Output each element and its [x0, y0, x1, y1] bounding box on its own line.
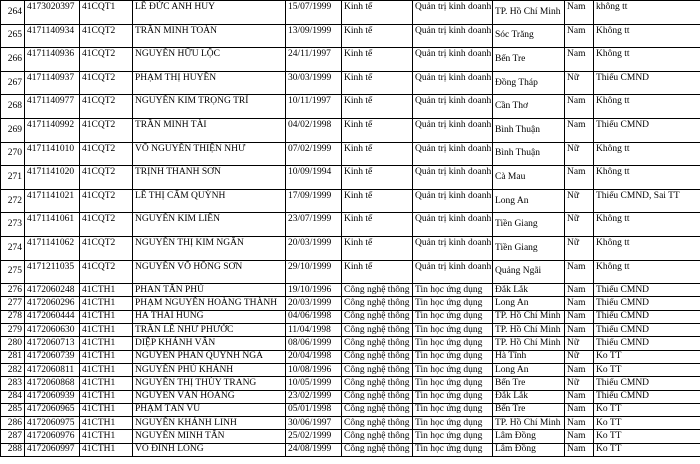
major-cell: Quản trị kinh doanh — [413, 48, 493, 72]
table-row — [1, 24, 700, 48]
gender-cell: Nam — [565, 310, 594, 323]
student-id-cell: 4172060976 — [25, 430, 80, 443]
class-code-cell: 41CQT2 — [80, 48, 133, 72]
student-name-cell: NGUYỄN VĂN HOÀNG — [133, 390, 286, 403]
row-number-cell: 268 — [1, 95, 25, 119]
major-cell: Tin học ứng dụng — [413, 324, 493, 337]
major-cell: Quản trị kinh doanh — [413, 118, 493, 142]
major-cell: Quản trị kinh doanh — [413, 260, 493, 284]
table-row — [1, 403, 700, 416]
student-id-cell: 4171141010 — [25, 142, 80, 166]
faculty-cell: Công nghệ thông — [342, 363, 413, 376]
birth-date-cell: 05/01/1998 — [286, 403, 342, 416]
row-number-cell: 279 — [1, 324, 25, 337]
birth-date-cell: 08/06/1999 — [286, 337, 342, 350]
student-id-cell: 4172060713 — [25, 337, 80, 350]
birth-place-cell: Đắk Lắk — [493, 390, 565, 403]
row-number-cell: 282 — [1, 363, 25, 376]
gender-cell: Nam — [565, 260, 594, 284]
birth-place-cell: Lâm Đồng — [493, 443, 565, 456]
gender-cell: Nữ — [565, 377, 594, 390]
faculty-cell: Công nghệ thông — [342, 390, 413, 403]
note-cell: Thiếu CMND — [594, 297, 700, 310]
gender-cell: Nữ — [565, 236, 594, 260]
birth-place-cell: Long An — [493, 363, 565, 376]
student-name-cell: VÕ ĐÌNH LONG — [133, 443, 286, 456]
note-cell: không tt — [594, 1, 700, 25]
student-id-cell: 4172060444 — [25, 310, 80, 323]
student-name-cell: NGUYỄN KIM TRỌNG TRÍ — [133, 95, 286, 119]
major-cell: Quản trị kinh doanh — [413, 71, 493, 95]
table-row — [1, 95, 700, 119]
major-cell: Tin học ứng dụng — [413, 443, 493, 456]
birth-date-cell: 10/09/1994 — [286, 166, 342, 190]
birth-place-cell: Lâm Đồng — [493, 430, 565, 443]
row-number-cell: 285 — [1, 403, 25, 416]
major-cell: Tin học ứng dụng — [413, 363, 493, 376]
birth-place-cell: Hà Tĩnh — [493, 350, 565, 363]
major-cell: Tin học ứng dụng — [413, 377, 493, 390]
major-cell: Tin học ứng dụng — [413, 403, 493, 416]
birth-date-cell: 10/05/1999 — [286, 377, 342, 390]
row-number-cell: 283 — [1, 377, 25, 390]
class-code-cell: 41CQT2 — [80, 189, 133, 213]
major-cell: Tin học ứng dụng — [413, 390, 493, 403]
row-number-cell: 278 — [1, 310, 25, 323]
birth-place-cell: Long An — [493, 297, 565, 310]
row-number-cell: 275 — [1, 260, 25, 284]
note-cell: Thiếu CMND — [594, 71, 700, 95]
row-number-cell: 267 — [1, 71, 25, 95]
note-cell: Không tt — [594, 236, 700, 260]
row-number-cell: 270 — [1, 142, 25, 166]
table-row — [1, 350, 700, 363]
gender-cell: Nữ — [565, 350, 594, 363]
note-cell: Không tt — [594, 142, 700, 166]
gender-cell: Nam — [565, 363, 594, 376]
birth-place-cell: Đắk Lắk — [493, 284, 565, 297]
student-name-cell: TRỊNH THANH SƠN — [133, 166, 286, 190]
table-row — [1, 166, 700, 190]
birth-date-cell: 24/08/1999 — [286, 443, 342, 456]
class-code-cell: 41CTH1 — [80, 324, 133, 337]
class-code-cell: 41CQT2 — [80, 260, 133, 284]
faculty-cell: Công nghệ thông — [342, 403, 413, 416]
table-row — [1, 310, 700, 323]
major-cell: Quản trị kinh doanh — [413, 166, 493, 190]
birth-date-cell: 30/06/1997 — [286, 417, 342, 430]
row-number-cell: 269 — [1, 118, 25, 142]
gender-cell: Nam — [565, 430, 594, 443]
major-cell: Tin học ứng dụng — [413, 297, 493, 310]
student-id-cell: 4172060630 — [25, 324, 80, 337]
student-id-cell: 4172060965 — [25, 403, 80, 416]
student-id-cell: 4171140937 — [25, 71, 80, 95]
table-row — [1, 142, 700, 166]
faculty-cell: Công nghệ thông — [342, 324, 413, 337]
note-cell: Thiếu CMND, Sai TT — [594, 189, 700, 213]
gender-cell: Nam — [565, 390, 594, 403]
birth-place-cell: Bến Tre — [493, 403, 565, 416]
student-id-cell: 4172060248 — [25, 284, 80, 297]
row-number-cell: 271 — [1, 166, 25, 190]
faculty-cell: Công nghệ thông — [342, 337, 413, 350]
gender-cell: Nam — [565, 48, 594, 72]
table-row — [1, 189, 700, 213]
faculty-cell: Kinh tế — [342, 48, 413, 72]
note-cell: Không tt — [594, 95, 700, 119]
birth-place-cell: Cần Thơ — [493, 95, 565, 119]
class-code-cell: 41CTH1 — [80, 403, 133, 416]
class-code-cell: 41CTH1 — [80, 390, 133, 403]
student-id-cell: 4171141062 — [25, 236, 80, 260]
note-cell: Thiếu CMND — [594, 324, 700, 337]
faculty-cell: Kinh tế — [342, 118, 413, 142]
gender-cell: Nam — [565, 284, 594, 297]
birth-date-cell: 30/03/1999 — [286, 71, 342, 95]
class-code-cell: 41CTH1 — [80, 377, 133, 390]
student-table-body — [1, 1, 700, 457]
faculty-cell: Kinh tế — [342, 24, 413, 48]
row-number-cell: 264 — [1, 1, 25, 25]
class-code-cell: 41CQT2 — [80, 24, 133, 48]
birth-place-cell: Tiền Giang — [493, 213, 565, 237]
birth-place-cell: Sóc Trăng — [493, 24, 565, 48]
note-cell: Ko TT — [594, 430, 700, 443]
faculty-cell: Kinh tế — [342, 95, 413, 119]
birth-place-cell: Đồng Tháp — [493, 71, 565, 95]
faculty-cell: Công nghệ thông — [342, 297, 413, 310]
birth-date-cell: 19/10/1996 — [286, 284, 342, 297]
student-name-cell: TRẦN MINH TOÀN — [133, 24, 286, 48]
student-id-cell: 4171140992 — [25, 118, 80, 142]
gender-cell: Nữ — [565, 213, 594, 237]
birth-date-cell: 04/06/1998 — [286, 310, 342, 323]
row-number-cell: 273 — [1, 213, 25, 237]
birth-place-cell: Tiền Giang — [493, 236, 565, 260]
birth-date-cell: 17/09/1999 — [286, 189, 342, 213]
birth-date-cell: 23/02/1999 — [286, 390, 342, 403]
major-cell: Tin học ứng dụng — [413, 350, 493, 363]
birth-place-cell: TP. Hồ Chí Minh — [493, 1, 565, 25]
student-name-cell: NGUYỄN KHÁNH LINH — [133, 417, 286, 430]
student-name-cell: PHẠM TẤN VŨ — [133, 403, 286, 416]
student-id-cell: 4172060811 — [25, 363, 80, 376]
student-id-cell: 4172060975 — [25, 417, 80, 430]
gender-cell: Nam — [565, 24, 594, 48]
birth-place-cell: Bến Tre — [493, 48, 565, 72]
major-cell: Tin học ứng dụng — [413, 284, 493, 297]
birth-date-cell: 10/08/1996 — [286, 363, 342, 376]
class-code-cell: 41CTH1 — [80, 310, 133, 323]
faculty-cell: Kinh tế — [342, 260, 413, 284]
student-id-cell: 4171211035 — [25, 260, 80, 284]
gender-cell: Nam — [565, 403, 594, 416]
table-row — [1, 236, 700, 260]
student-name-cell: NGUYỄN HỮU LỘC — [133, 48, 286, 72]
faculty-cell: Kinh tế — [342, 1, 413, 25]
faculty-cell: Kinh tế — [342, 166, 413, 190]
table-row — [1, 337, 700, 350]
student-id-cell: 4172060296 — [25, 297, 80, 310]
table-row — [1, 48, 700, 72]
faculty-cell: Kinh tế — [342, 189, 413, 213]
student-id-cell: 4172060868 — [25, 377, 80, 390]
row-number-cell: 288 — [1, 443, 25, 456]
table-row — [1, 118, 700, 142]
note-cell: Ko TT — [594, 443, 700, 456]
birth-place-cell: Bến Tre — [493, 377, 565, 390]
student-id-cell: 4172060739 — [25, 350, 80, 363]
birth-date-cell: 29/10/1999 — [286, 260, 342, 284]
note-cell: Thiếu CMND — [594, 310, 700, 323]
faculty-cell: Công nghệ thông — [342, 417, 413, 430]
birth-date-cell: 15/07/1999 — [286, 1, 342, 25]
student-name-cell: LÊ ĐỨC ANH HUY — [133, 1, 286, 25]
faculty-cell: Công nghệ thông — [342, 284, 413, 297]
table-row — [1, 443, 700, 456]
student-id-cell: 4171140936 — [25, 48, 80, 72]
class-code-cell: 41CTH1 — [80, 430, 133, 443]
student-id-cell: 4172060997 — [25, 443, 80, 456]
class-code-cell: 41CTH1 — [80, 417, 133, 430]
gender-cell: Nam — [565, 324, 594, 337]
student-name-cell: NGUYỄN PHAN QUỲNH NGA — [133, 350, 286, 363]
birth-place-cell: Quảng Ngãi — [493, 260, 565, 284]
gender-cell: Nam — [565, 1, 594, 25]
faculty-cell: Kinh tế — [342, 71, 413, 95]
class-code-cell: 41CTH1 — [80, 297, 133, 310]
table-row — [1, 390, 700, 403]
table-row — [1, 213, 700, 237]
row-number-cell: 276 — [1, 284, 25, 297]
birth-date-cell: 20/03/1999 — [286, 236, 342, 260]
birth-date-cell: 04/02/1998 — [286, 118, 342, 142]
student-name-cell: NGUYỄN KIM LIÊN — [133, 213, 286, 237]
student-name-cell: NGUYỄN VÕ HỒNG SƠN — [133, 260, 286, 284]
note-cell: Ko TT — [594, 350, 700, 363]
student-name-cell: NGUYỄN PHÚ KHÁNH — [133, 363, 286, 376]
birth-place-cell: Bình Thuận — [493, 142, 565, 166]
class-code-cell: 41CQT2 — [80, 236, 133, 260]
table-row — [1, 297, 700, 310]
gender-cell: Nam — [565, 166, 594, 190]
student-name-cell: LÊ THỊ CẨM QUỲNH — [133, 189, 286, 213]
note-cell: Ko TT — [594, 403, 700, 416]
note-cell: Không tt — [594, 166, 700, 190]
table-row — [1, 363, 700, 376]
student-name-cell: TRẦN MINH TÀI — [133, 118, 286, 142]
row-number-cell: 280 — [1, 337, 25, 350]
note-cell: Ko TT — [594, 417, 700, 430]
gender-cell: Nữ — [565, 142, 594, 166]
birth-place-cell: Cà Mau — [493, 166, 565, 190]
birth-place-cell: TP. Hồ Chí Minh — [493, 324, 565, 337]
major-cell: Tin học ứng dụng — [413, 417, 493, 430]
faculty-cell: Kinh tế — [342, 213, 413, 237]
student-name-cell: VÕ NGUYỄN THIỆN NHƯ — [133, 142, 286, 166]
faculty-cell: Công nghệ thông — [342, 443, 413, 456]
row-number-cell: 265 — [1, 24, 25, 48]
note-cell: Không tt — [594, 213, 700, 237]
gender-cell: Nam — [565, 443, 594, 456]
class-code-cell: 41CTH1 — [80, 337, 133, 350]
faculty-cell: Công nghệ thông — [342, 310, 413, 323]
table-row — [1, 377, 700, 390]
class-code-cell: 41CQT2 — [80, 142, 133, 166]
class-code-cell: 41CQT2 — [80, 118, 133, 142]
faculty-cell: Kinh tế — [342, 236, 413, 260]
student-id-cell: 4171141021 — [25, 189, 80, 213]
table-row — [1, 260, 700, 284]
row-number-cell: 274 — [1, 236, 25, 260]
class-code-cell: 41CTH1 — [80, 443, 133, 456]
table-row — [1, 71, 700, 95]
major-cell: Quản trị kinh doanh — [413, 189, 493, 213]
row-number-cell: 286 — [1, 417, 25, 430]
gender-cell: Nữ — [565, 189, 594, 213]
birth-place-cell: TP. Hồ Chí Minh — [493, 337, 565, 350]
table-row — [1, 430, 700, 443]
table-row — [1, 284, 700, 297]
birth-date-cell: 23/07/1999 — [286, 213, 342, 237]
student-name-cell: NGUYỄN THỊ KIM NGÂN — [133, 236, 286, 260]
note-cell: Thiếu CMND — [594, 377, 700, 390]
birth-date-cell: 10/11/1997 — [286, 95, 342, 119]
student-name-cell: PHAN TẤN PHÚ — [133, 284, 286, 297]
major-cell: Quản trị kinh doanh — [413, 24, 493, 48]
faculty-cell: Công nghệ thông — [342, 350, 413, 363]
gender-cell: Nam — [565, 297, 594, 310]
note-cell: Thiếu CMND — [594, 337, 700, 350]
gender-cell: Nam — [565, 417, 594, 430]
class-code-cell: 41CTH1 — [80, 363, 133, 376]
birth-date-cell: 13/09/1999 — [286, 24, 342, 48]
student-name-cell: HÀ THÁI HÙNG — [133, 310, 286, 323]
birth-place-cell: TP. Hồ Chí Minh — [493, 417, 565, 430]
student-id-cell: 4172060939 — [25, 390, 80, 403]
table-row — [1, 324, 700, 337]
major-cell: Quản trị kinh doanh — [413, 95, 493, 119]
row-number-cell: 281 — [1, 350, 25, 363]
row-number-cell: 287 — [1, 430, 25, 443]
birth-place-cell: Bình Thuận — [493, 118, 565, 142]
student-id-cell: 4173020397 — [25, 1, 80, 25]
student-name-cell: PHẠM THỊ HUYỀN — [133, 71, 286, 95]
gender-cell: Nữ — [565, 71, 594, 95]
class-code-cell: 41CQT2 — [80, 95, 133, 119]
major-cell: Quản trị kinh doanh — [413, 213, 493, 237]
gender-cell: Nữ — [565, 337, 594, 350]
table-row — [1, 417, 700, 430]
note-cell: Thiếu CMND — [594, 390, 700, 403]
major-cell: Tin học ứng dụng — [413, 337, 493, 350]
birth-place-cell: TP. Hồ Chí Minh — [493, 310, 565, 323]
birth-place-cell: Long An — [493, 189, 565, 213]
row-number-cell: 272 — [1, 189, 25, 213]
birth-date-cell: 20/04/1998 — [286, 350, 342, 363]
birth-date-cell: 20/03/1999 — [286, 297, 342, 310]
student-name-cell: DIỆP KHÁNH VÂN — [133, 337, 286, 350]
class-code-cell: 41CQT1 — [80, 1, 133, 25]
note-cell: Ko TT — [594, 363, 700, 376]
class-code-cell: 41CQT2 — [80, 71, 133, 95]
faculty-cell: Công nghệ thông — [342, 377, 413, 390]
student-id-cell: 4171140934 — [25, 24, 80, 48]
gender-cell: Nam — [565, 118, 594, 142]
note-cell: Không tt — [594, 260, 700, 284]
birth-date-cell: 07/02/1999 — [286, 142, 342, 166]
row-number-cell: 277 — [1, 297, 25, 310]
major-cell: Quản trị kinh doanh — [413, 236, 493, 260]
student-id-cell: 4171141061 — [25, 213, 80, 237]
student-name-cell: PHẠM NGUYỄN HOÀNG THÀNH — [133, 297, 286, 310]
row-number-cell: 266 — [1, 48, 25, 72]
student-id-cell: 4171141020 — [25, 166, 80, 190]
major-cell: Quản trị kinh doanh — [413, 1, 493, 25]
student-name-cell: NGUYỄN MINH TẤN — [133, 430, 286, 443]
class-code-cell: 41CTH1 — [80, 350, 133, 363]
student-name-cell: TRẦN LÊ NHƯ PHƯỚC — [133, 324, 286, 337]
note-cell: Thiếu CMND — [594, 118, 700, 142]
note-cell: Không tt — [594, 48, 700, 72]
faculty-cell: Kinh tế — [342, 142, 413, 166]
class-code-cell: 41CQT2 — [80, 213, 133, 237]
note-cell: Không tt — [594, 24, 700, 48]
note-cell: Thiếu CMND — [594, 284, 700, 297]
birth-date-cell: 11/04/1998 — [286, 324, 342, 337]
student-name-cell: NGUYỄN THỊ THÙY TRANG — [133, 377, 286, 390]
class-code-cell: 41CTH1 — [80, 284, 133, 297]
major-cell: Quản trị kinh doanh — [413, 142, 493, 166]
gender-cell: Nam — [565, 95, 594, 119]
class-code-cell: 41CQT2 — [80, 166, 133, 190]
student-id-cell: 4171140977 — [25, 95, 80, 119]
major-cell: Tin học ứng dụng — [413, 430, 493, 443]
birth-date-cell: 25/02/1999 — [286, 430, 342, 443]
major-cell: Tin học ứng dụng — [413, 310, 493, 323]
table-row — [1, 1, 700, 25]
birth-date-cell: 24/11/1997 — [286, 48, 342, 72]
faculty-cell: Công nghệ thông — [342, 430, 413, 443]
row-number-cell: 284 — [1, 390, 25, 403]
